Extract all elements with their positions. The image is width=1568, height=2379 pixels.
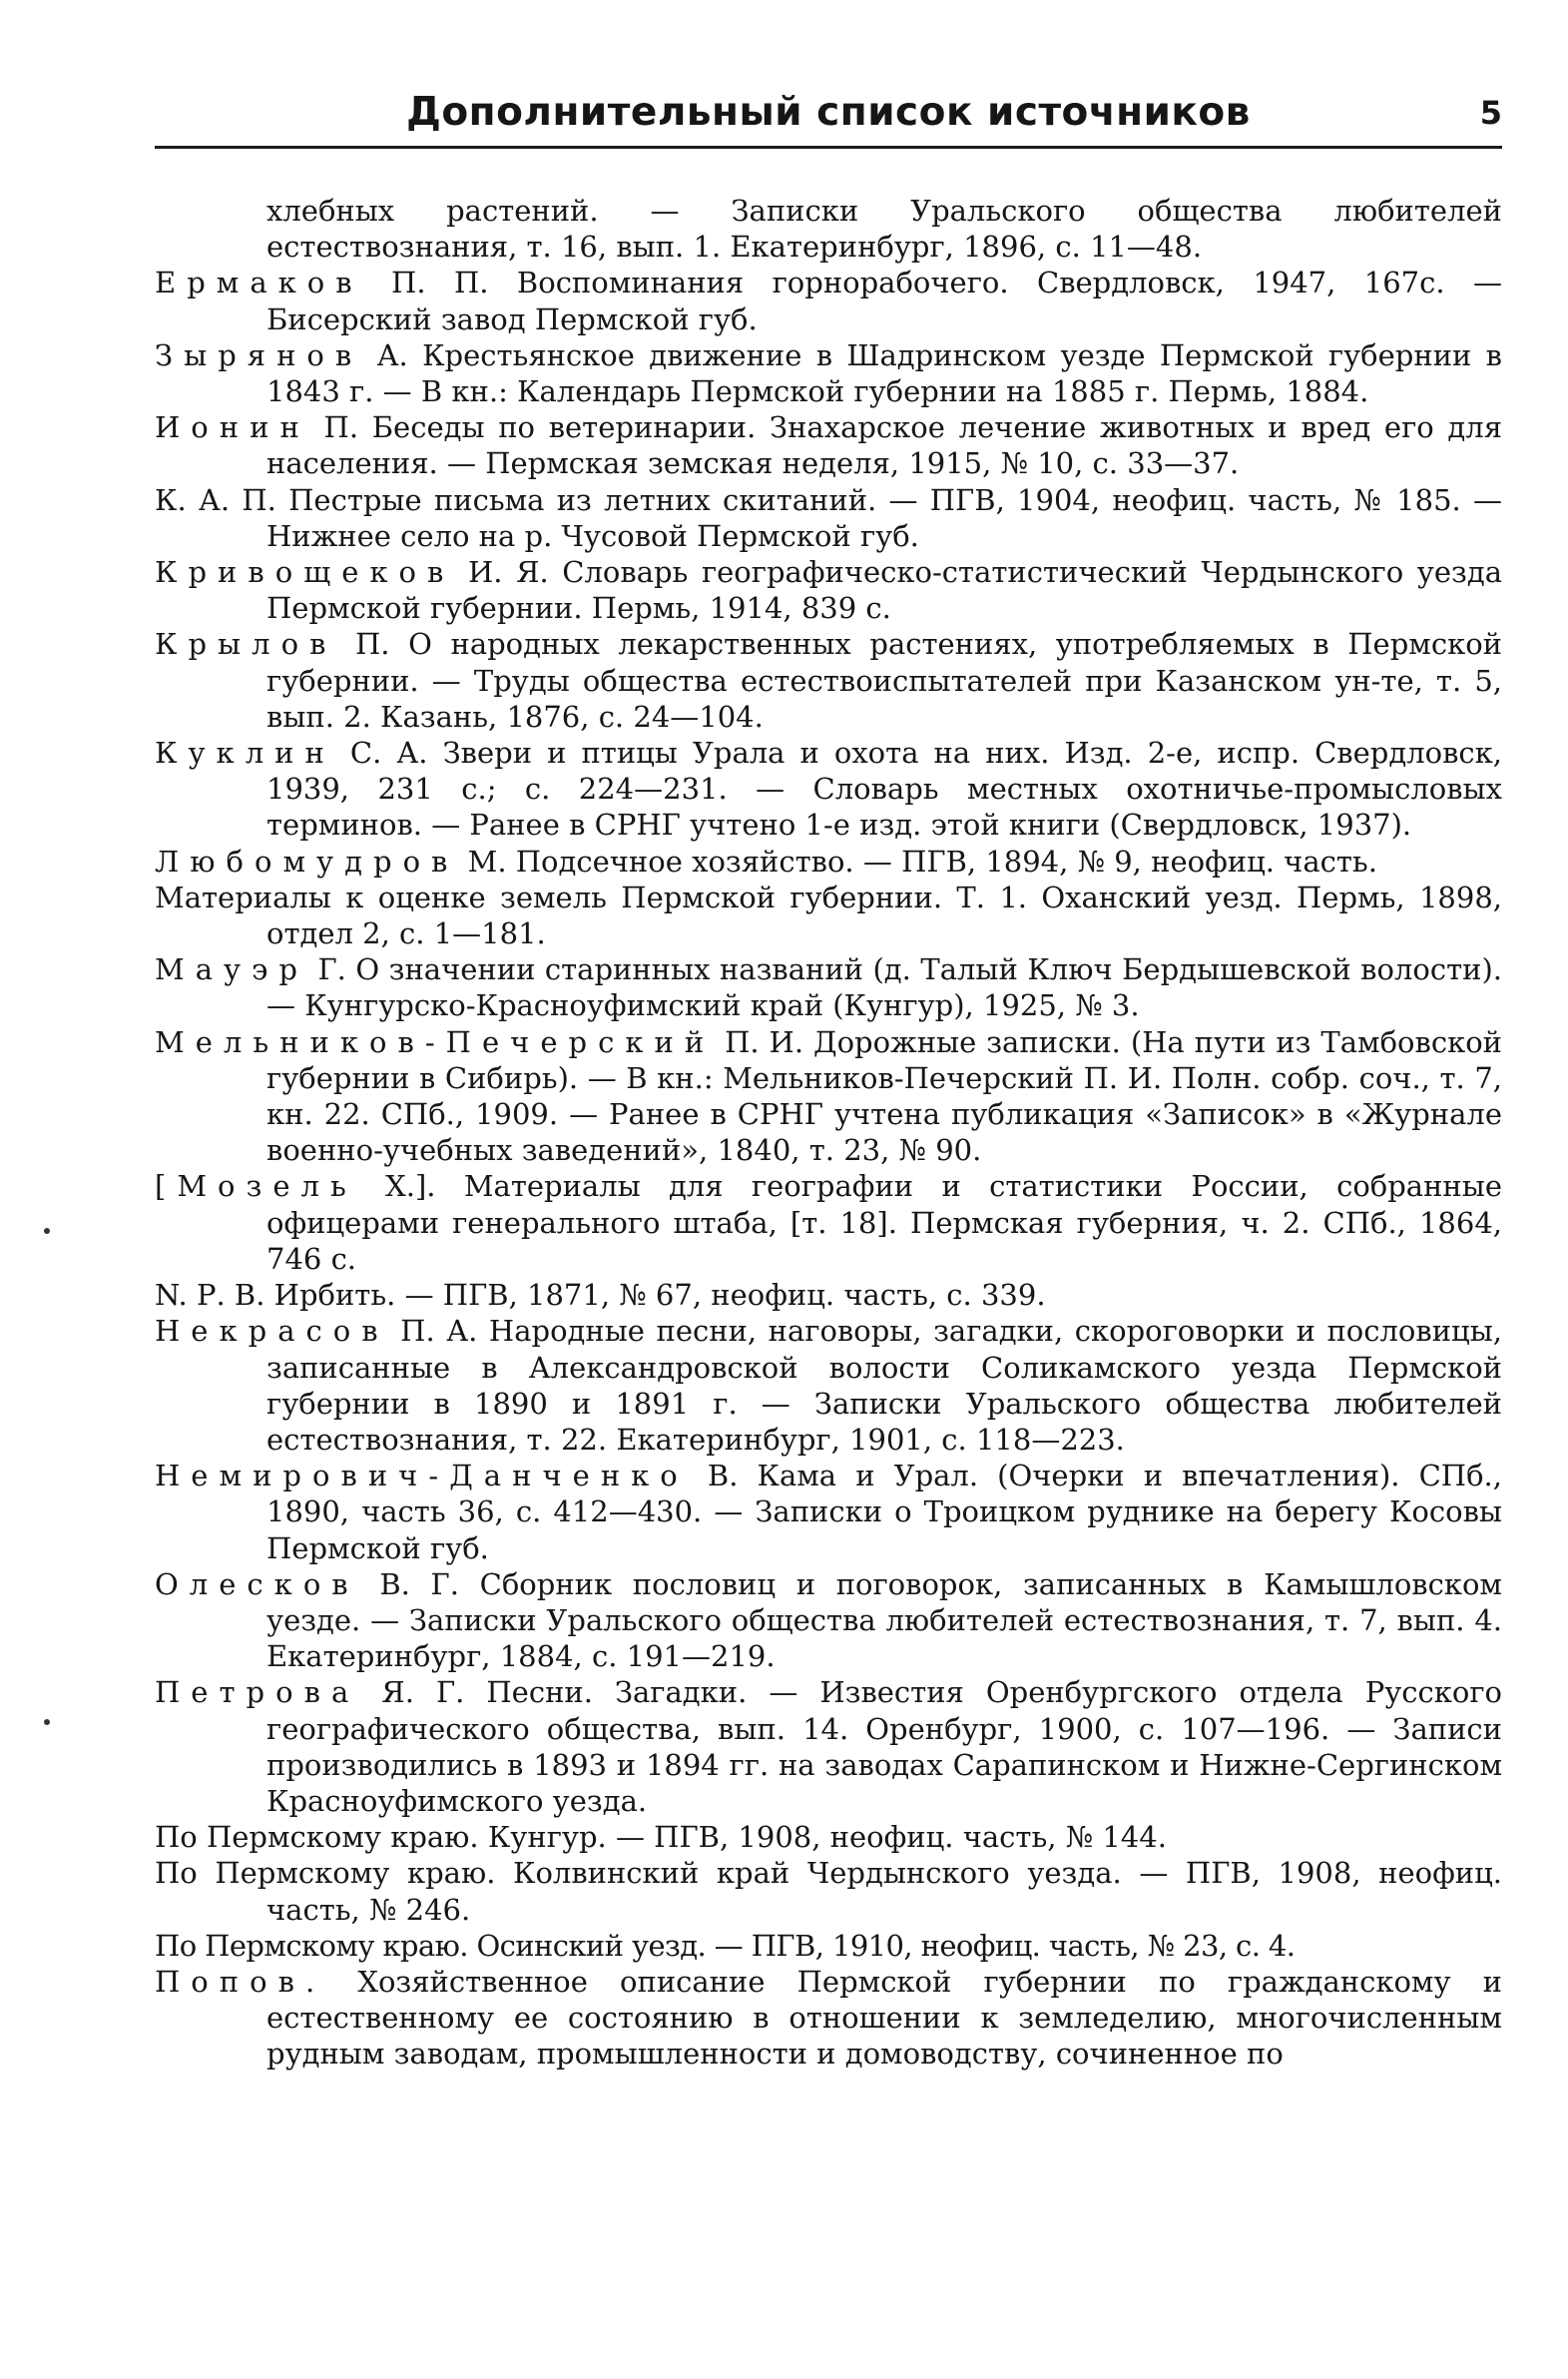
entry-text: Х.]. Материалы для географии и статистики России, собранные офицерами генерального штаба, [т. 18]. Пермская губерния, ч. 2. СПб., 1864, 746 с. [266, 1169, 1502, 1276]
page-number: 5 [1479, 94, 1502, 132]
bibliography-entry [155, 554, 1502, 626]
bibliography-entry [155, 482, 1502, 554]
entry-text: По Пермскому краю. Колвинский край Чердынского уезда. — ПГВ, 1908, неофиц. часть, № 246. [155, 1856, 1502, 1927]
running-title: Дополнительный список источников [406, 90, 1251, 135]
entry-author: Любомудров [155, 844, 459, 879]
page-header [155, 82, 1502, 146]
entry-author: Ионин [155, 410, 310, 445]
entry-author: Мауэр [155, 952, 308, 987]
entry-author: Куклин [155, 736, 335, 771]
bibliography-entry [155, 951, 1502, 1023]
entry-text: П. А. Народные песни, наговоры, загадки, скороговорки и пословицы, записанные в Александровской волости Соликамского уезда Пермской губернии в 1890 и 1891 г. — Записки Уральского общества любителей естествознания, т. 22. Екатеринбург, 1901, с. 118—223. [266, 1314, 1502, 1457]
bibliography-entry [155, 1277, 1502, 1313]
entry-text: Хозяйственное описание Пермской губернии по гражданскому и естественному ее состоянию в отношении к земледелию, многочисленным рудным заводам, промышленности и домоводству, сочиненное по [266, 1964, 1502, 2072]
entry-text: По Пермскому краю. Осинский уезд. — ПГВ, 1910, неофиц. часть, № 23, с. 4. [155, 1928, 1296, 1963]
bibliography-entry [155, 1458, 1502, 1566]
entry-author: Некрасов [155, 1314, 389, 1349]
entry-text: П. Беседы по ветеринарии. Знахарское лечение животных и вред его для населения. — Пермская земская неделя, 1915, № 10, с. 33—37. [266, 410, 1502, 481]
bibliography-entry [155, 1674, 1502, 1819]
entry-author: Немирович-Данченко [155, 1459, 689, 1493]
entry-text: П. И. Дорожные записки. (На пути из Тамбовской губернии в Сибирь). — В кн.: Мельников-Печерский П. И. Полн. собр. соч., т. 7, кн. 22. СПб., 1909. — Ранее в СРНГ учтена публикация «Записок» в «Журнале военно-учебных заведений», 1840, т. 23, № 90. [266, 1024, 1502, 1168]
scan-speck [44, 1719, 50, 1725]
entry-text: Г. О значении старинных названий (д. Талый Ключ Бердышевской волости). — Кунгурско-Красноуфимский край (Кунгур), 1925, № 3. [266, 952, 1502, 1023]
header-rule [155, 146, 1502, 149]
entry-author: Мельников-Печерский [155, 1024, 716, 1059]
entry-text: П. О народных лекарственных растениях, употребляемых в Пермской губернии. — Труды общества естествоиспытателей при Казанском ун-те, т. 5, вып. 2. Казань, 1876, с. 24—104. [266, 627, 1502, 734]
bibliography-entry [155, 1024, 1502, 1169]
entry-text: П. П. Воспоминания горнорабочего. Свердловск, 1947, 167с. — Бисерский завод Пермской губ. [266, 266, 1502, 336]
entry-author: Петрова [155, 1675, 360, 1710]
bibliography-entry [155, 735, 1502, 844]
entry-text: N. Р. В. Ирбить. — ПГВ, 1871, № 67, неофиц. часть, с. 339. [155, 1278, 1046, 1313]
entry-author: Ермаков [155, 266, 363, 300]
bibliography-entry [155, 1964, 1502, 2073]
bibliography-entry [155, 1313, 1502, 1458]
entry-author: Зырянов [155, 337, 363, 372]
entry-text: Я. Г. Песни. Загадки. — Известия Оренбургского отдела Русского географического общества, вып. 14. Оренбург, 1900, с. 107—196. — Записи производились в 1893 и 1894 гг. на заводах Сарапинском и Нижне-Сергинском Красноуфимского уезда. [266, 1675, 1502, 1818]
entry-text: М. Подсечное хозяйство. — ПГВ, 1894, № 9, неофиц. часть. [458, 844, 1377, 879]
entry-text: С. А. Звери и птицы Урала и охота на них. Изд. 2-е, испр. Свердловск, 1939, 231 с.; с. 224—231. — Словарь местных охотничье-промысловых терминов. — Ранее в СРНГ учтено 1-е изд. этой книги (Свердловск, 1937). [266, 736, 1502, 843]
entry-text: Материалы к оценке земель Пермской губернии. Т. 1. Оханский уезд. Пермь, 1898, отдел 2, с. 1—181. [155, 880, 1502, 951]
entry-text: По Пермскому краю. Кунгур. — ПГВ, 1908, неофиц. часть, № 144. [155, 1820, 1167, 1855]
bibliography-entry [155, 626, 1502, 735]
bibliography-list [155, 193, 1502, 2073]
entry-author: Попов. [155, 1964, 326, 1999]
scan-speck [44, 1228, 50, 1234]
bibliography-entry [155, 1819, 1502, 1855]
bibliography-entry [155, 193, 1502, 265]
bibliography-entry [155, 409, 1502, 481]
bibliography-entry [155, 337, 1502, 409]
bibliography-entry [155, 1168, 1502, 1277]
bibliography-entry [155, 1928, 1502, 1964]
entry-text: К. А. П. Пестрые письма из летних скитаний. — ПГВ, 1904, неофиц. часть, № 185. — Нижнее село на р. Чусовой Пермской губ. [155, 482, 1502, 553]
entry-text: хлебных растений. — Записки Уральского общества любителей естествознания, т. 16, вып. 1. Екатеринбург, 1896, с. 11—48. [266, 194, 1502, 265]
bibliography-entry [155, 265, 1502, 336]
entry-author: Крылов [155, 627, 337, 662]
bibliography-entry [155, 1566, 1502, 1675]
entry-author: Олесков [155, 1566, 359, 1601]
entry-author: [Мозель [155, 1169, 357, 1204]
bibliography-entry [155, 880, 1502, 951]
entry-text: И. Я. Словарь географическо-статистический Чердынского уезда Пермской губернии. Пермь, 1914, 839 с. [266, 555, 1502, 626]
entry-text: А. Крестьянское движение в Шадринском уезде Пермской губернии в 1843 г. — В кн.: Календарь Пермской губернии на 1885 г. Пермь, 1884. [266, 337, 1502, 409]
entry-author: Кривощеков [155, 555, 455, 590]
entry-text: В. Г. Сборник пословиц и поговорок, записанных в Камышловском уезде. — Записки Уральского общества любителей естествознания, т. 7, вып. 4. Екатеринбург, 1884, с. 191—219. [266, 1566, 1502, 1674]
bibliography-entry [155, 1855, 1502, 1927]
entry-text: В. Кама и Урал. (Очерки и впечатления). СПб., 1890, часть 36, с. 412—430. — Записки о Троицком руднике на берегу Косовы Пермской губ. [266, 1459, 1502, 1565]
bibliography-entry [155, 844, 1502, 880]
